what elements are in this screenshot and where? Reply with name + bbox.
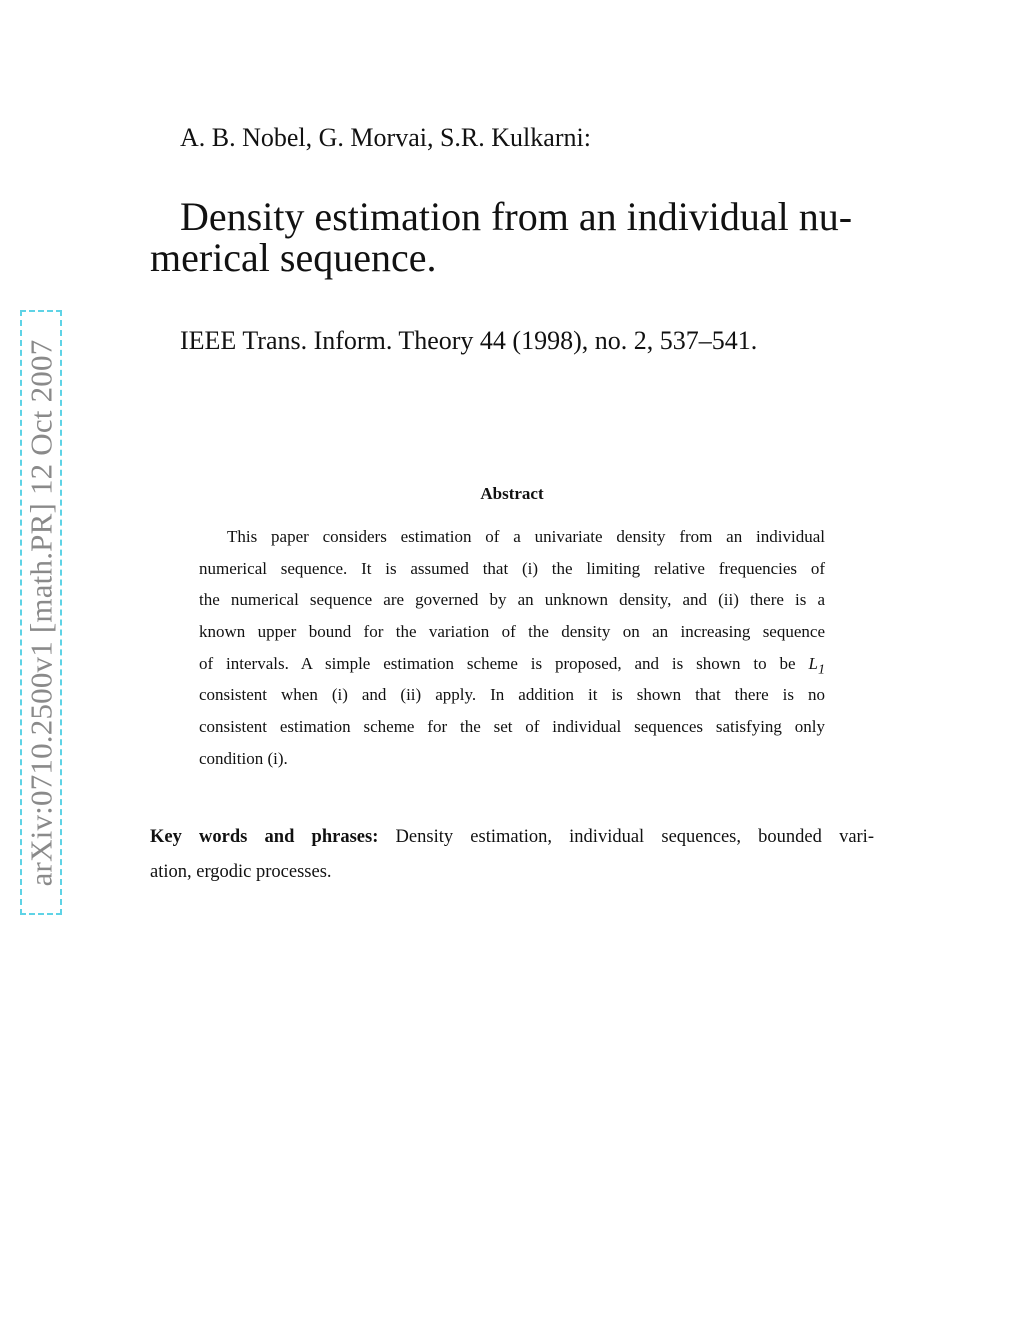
math-symbol: L <box>808 653 818 673</box>
abstract-line: numerical sequence. It is assumed that (i) the limiting relative frequencies of <box>199 558 825 578</box>
abstract-line-text: of intervals. A simple estimation scheme is proposed, and is shown to be <box>199 653 796 673</box>
keywords-label: Key words and phrases: <box>150 827 379 847</box>
arxiv-stamp-text: arXiv:0710.2500v1 [math.PR] 12 Oct 2007 <box>23 339 58 886</box>
journal-reference: IEEE Trans. Inform. Theory 44 (1998), no. 2, 537–541. <box>180 326 758 355</box>
abstract-line: consistent estimation scheme for the set of individual sequences satisfying only <box>199 717 825 737</box>
math-subscript: 1 <box>817 661 826 678</box>
arxiv-stamp <box>20 310 62 915</box>
keywords-block <box>150 820 874 890</box>
abstract-line-with-math <box>199 648 825 680</box>
abstract-line: consistent when (i) and (ii) apply. In addition it is shown that there is no <box>199 685 825 705</box>
abstract-line: condition (i). <box>199 748 288 768</box>
authors: A. B. Nobel, G. Morvai, S.R. Kulkarni: <box>180 123 591 152</box>
paper-title-line-2: merical sequence. <box>150 235 437 280</box>
paper-title <box>150 196 880 278</box>
abstract-heading: Abstract <box>480 484 544 503</box>
math-l1-symbol <box>808 653 826 678</box>
paper-title-line-1: Density estimation from an individual nu- <box>180 194 853 239</box>
abstract-line: This paper considers estimation of a univariate density from an individual <box>227 527 825 546</box>
abstract-line: the numerical sequence are governed by an unknown density, and (ii) there is a <box>199 590 825 610</box>
abstract-body <box>199 521 825 775</box>
keywords-line-1 <box>150 820 874 855</box>
keywords-text: Density estimation, individual sequences, bounded vari- <box>395 827 874 847</box>
abstract-line: known upper bound for the variation of the density on an increasing sequence <box>199 622 825 642</box>
keywords-line-2: ation, ergodic processes. <box>150 862 332 882</box>
